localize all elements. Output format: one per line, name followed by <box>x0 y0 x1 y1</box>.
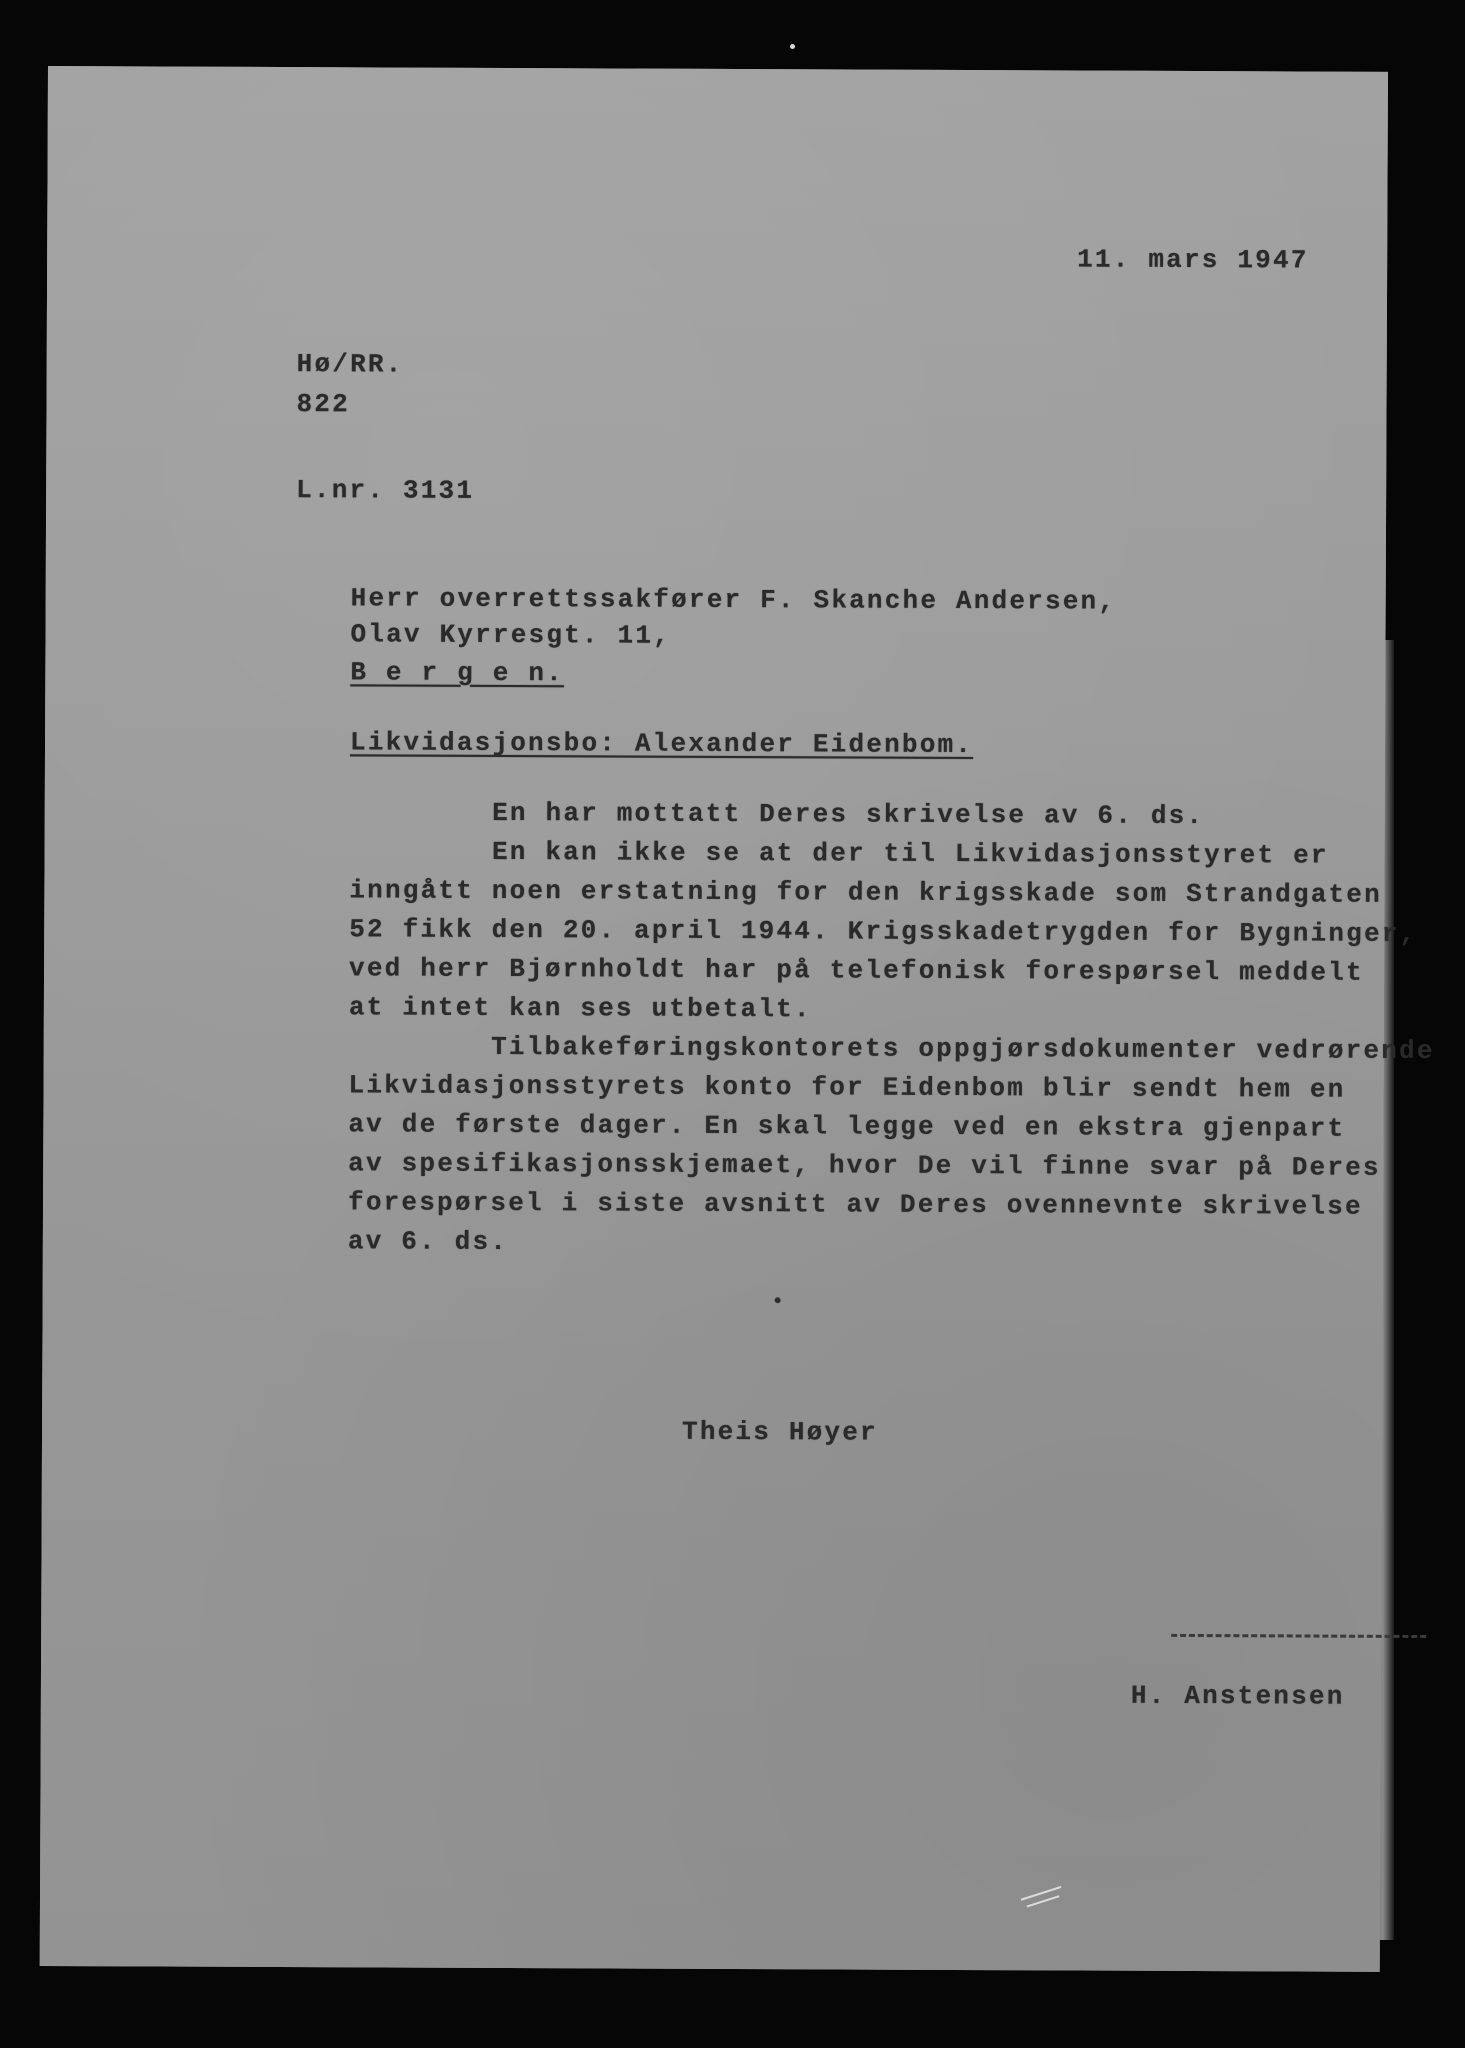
signature-typed-name: H. Anstensen <box>1130 1680 1345 1712</box>
letter-sheet <box>40 66 1435 1972</box>
reference-initials: Hø/RR. <box>296 349 404 380</box>
body-line: av de første dager. En skal legge ved en ekstra gjenpart <box>348 1109 1346 1144</box>
recipient-name: Herr overrettssakfører F. Skanche Andersen, <box>350 583 1117 617</box>
ink-speck <box>775 1297 781 1303</box>
signature-line <box>1171 1634 1426 1638</box>
letter-body <box>347 797 1435 1282</box>
body-line: ved herr Bjørnholdt har på telefonisk forespørsel meddelt <box>349 953 1364 988</box>
body-line: Tilbakeføringskontorets oppgjørsdokumenter vedrørende <box>348 1031 1435 1067</box>
signatory-name: Theis Høyer <box>681 1416 878 1448</box>
body-line: Likvidasjonsstyrets konto for Eidenbom blir sendt hem en <box>348 1070 1346 1105</box>
body-line: forespørsel i siste avsnitt av Deres ovennevnte skrivelse <box>347 1187 1363 1222</box>
body-line: at intet kan ses utbetalt. <box>348 992 812 1025</box>
body-line: 52 fikk den 20. april 1944. Krigsskadetrygden for Bygninger, <box>349 914 1418 949</box>
letter-date: 11. mars 1947 <box>1077 244 1309 276</box>
body-line: En har mottatt Deres skrivelse av 6. ds. <box>349 797 1205 832</box>
scan-dust <box>790 44 795 49</box>
recipient-street: Olav Kyrresgt. 11, <box>350 619 672 651</box>
recipient-city: B e r g e n. <box>350 657 565 689</box>
letter-subject: Likvidasjonsbo: Alexander Eidenbom. <box>349 727 974 761</box>
reference-number: 822 <box>296 389 351 420</box>
body-line: En kan ikke se at der til Likvidasjonsstyret er <box>349 836 1329 871</box>
body-line: av spesifikasjonsskjemaet, hvor De vil finne svar på Deres <box>348 1148 1381 1183</box>
body-line: av 6. ds. <box>347 1226 509 1258</box>
body-line: inngått noen erstatning for den krigsskade som Strandgaten <box>349 875 1383 910</box>
journal-number: L.nr. 3131 <box>296 475 475 506</box>
